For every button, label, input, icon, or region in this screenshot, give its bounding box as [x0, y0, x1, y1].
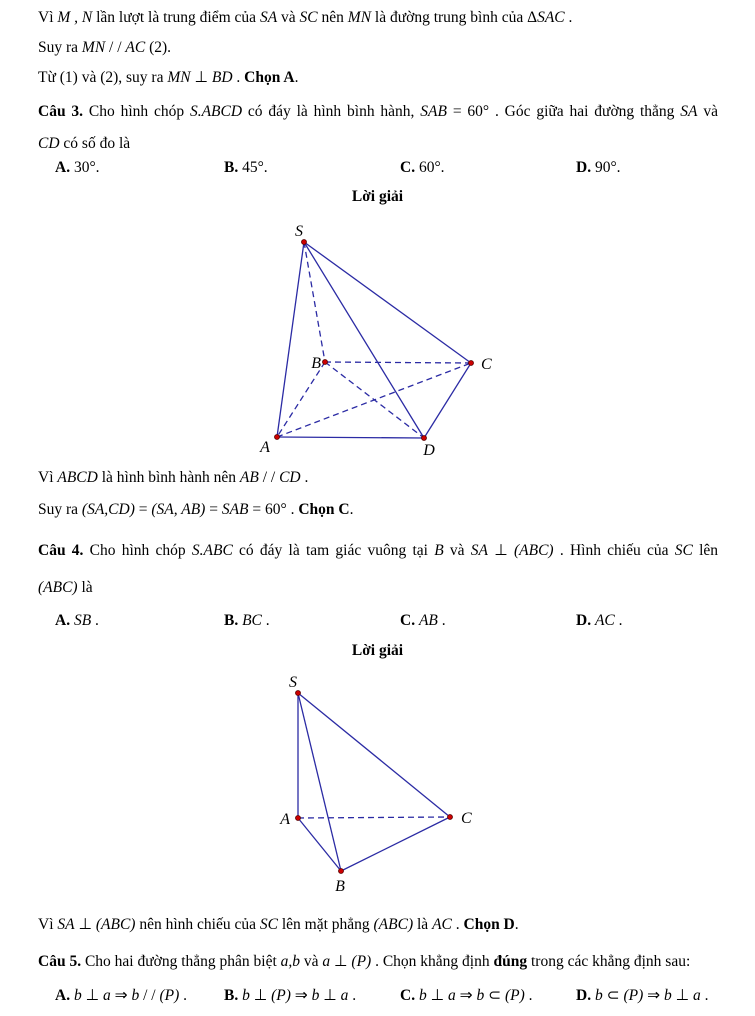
text-run: D. — [576, 987, 595, 1004]
text-run: ⊂ — [484, 987, 505, 1004]
text-run: và — [300, 953, 323, 970]
text-run: ⊥ — [81, 987, 103, 1004]
text-run: a — [447, 987, 456, 1004]
figure-pyramid-sabcd — [235, 220, 505, 470]
text-run: a — [322, 953, 331, 970]
question-3-option-c — [400, 157, 445, 179]
text-run: Câu 5. — [38, 953, 82, 970]
text-run: SA — [680, 103, 698, 120]
vertex-label-D: D — [423, 442, 435, 459]
text-run: là — [413, 916, 433, 933]
text-run: Cho hình chóp — [83, 542, 192, 559]
text-run: = — [205, 501, 222, 518]
question-3-options — [55, 157, 750, 179]
text-run: CD — [279, 469, 301, 486]
text-run: đúng — [493, 953, 528, 970]
text-run: M , N — [57, 9, 93, 26]
text-run: Chọn C — [298, 501, 350, 518]
solution-q2-line-2 — [38, 37, 718, 59]
text-run: có số đo là — [59, 135, 131, 152]
question-5-option-c — [400, 985, 533, 1007]
text-run: (P) — [623, 987, 644, 1004]
text-run: (P) — [351, 953, 372, 970]
text-run: D. — [576, 159, 592, 176]
text-run: (P) — [504, 987, 525, 1004]
text-run: là hình bình hành nên — [97, 469, 240, 486]
text-run: SC — [259, 916, 278, 933]
text-run: và — [697, 103, 718, 120]
text-run: Vì — [38, 916, 58, 933]
pyramid-S.ABCD-svg — [235, 220, 505, 465]
text-run: SA — [259, 9, 278, 26]
text-run: SAB — [221, 501, 249, 518]
solution-q4-line-1 — [38, 914, 718, 936]
edge-AD-solid — [277, 437, 424, 438]
text-run: Chọn D — [463, 916, 515, 933]
text-run: BD — [211, 69, 233, 86]
text-run: = — [134, 501, 152, 518]
question-4-option-b — [224, 610, 270, 632]
text-run: . — [451, 916, 464, 933]
solution-q2-line-1 — [38, 7, 718, 29]
text-run: ⊥ — [249, 987, 272, 1004]
text-run: lên mặt phẳng — [277, 916, 374, 933]
text-run: D. — [576, 612, 595, 629]
text-run: C. — [400, 159, 416, 176]
text-run: (ABC) — [95, 916, 136, 933]
vertex-dot-B — [323, 360, 328, 365]
vertex-dot-S — [302, 240, 307, 245]
text-run: B — [434, 542, 444, 559]
text-run: AC — [594, 612, 615, 629]
text-run: C. — [400, 987, 419, 1004]
edge-BC-dashed — [325, 362, 471, 363]
text-run: 45°. — [238, 159, 268, 176]
text-run: . — [437, 612, 446, 629]
text-run: Câu 4. — [38, 542, 84, 559]
text-run: ⊥ — [671, 987, 694, 1004]
text-run: . Hình chiếu của — [553, 542, 675, 559]
text-run: (2). — [145, 39, 172, 56]
text-run: (ABC) — [513, 542, 554, 559]
text-run: ⊥ — [330, 953, 352, 970]
text-run: lên — [692, 542, 718, 559]
text-run: B. — [224, 159, 239, 176]
text-run: 30°. — [70, 159, 100, 176]
text-run: Vì — [38, 9, 58, 26]
text-run: AB — [418, 612, 438, 629]
edge-SC-solid — [298, 693, 450, 817]
text-run: AB — [239, 469, 259, 486]
question-3-option-a — [55, 157, 100, 179]
text-run: Suy ra — [38, 501, 82, 518]
text-run: ⇒ — [455, 987, 477, 1004]
text-run: SA — [57, 916, 75, 933]
text-run: A. — [55, 612, 74, 629]
question-4-option-d — [576, 610, 623, 632]
text-run: C. — [400, 612, 419, 629]
vertex-label-A: A — [280, 811, 290, 828]
text-run: S.ABCD — [189, 103, 243, 120]
text-run: và — [277, 9, 300, 26]
question-4-option-a — [55, 610, 99, 632]
question-5-option-b — [224, 985, 356, 1007]
text-run: b — [664, 987, 672, 1004]
edge-AC-dashed — [277, 363, 471, 437]
text-run: b — [594, 987, 603, 1004]
text-run: . — [524, 987, 533, 1004]
text-run: Chọn A — [244, 69, 295, 86]
text-run: . — [700, 987, 709, 1004]
edge-DC-solid — [424, 363, 471, 438]
text-run: (P) — [271, 987, 291, 1004]
text-run: b — [476, 987, 485, 1004]
text-run: . — [564, 9, 573, 26]
text-run: Từ (1) và (2), suy ra — [38, 69, 168, 86]
text-run: Cho hai đường thẳng phân biệt — [81, 953, 281, 970]
text-run: B. — [224, 987, 243, 1004]
vertex-label-S: S — [289, 674, 297, 691]
vertex-label-C: C — [461, 810, 472, 827]
vertex-dot-A — [296, 816, 301, 821]
question-3-stem-line-2 — [38, 133, 718, 155]
text-run: là đường trung bình của Δ — [371, 9, 538, 26]
question-5-options — [55, 985, 750, 1007]
text-run: b — [418, 987, 427, 1004]
text-run: ⊥ — [190, 69, 212, 86]
question-4-option-c — [400, 610, 446, 632]
question-5-option-d — [576, 985, 709, 1007]
question-4-options — [55, 610, 750, 632]
question-5-stem — [38, 951, 718, 973]
text-run: là — [77, 579, 93, 596]
text-run: . — [300, 469, 309, 486]
text-run: b — [311, 987, 320, 1004]
text-run: ⊥ — [319, 987, 341, 1004]
vertex-dot-B — [339, 869, 344, 874]
text-run: ⊥ — [426, 987, 448, 1004]
text-run: AC — [432, 916, 452, 933]
text-run: . — [232, 69, 245, 86]
text-run: b — [73, 987, 82, 1004]
solution-heading-q4: Lời giải — [351, 642, 404, 659]
edge-BA-dashed — [277, 362, 325, 437]
question-4-stem-line-2 — [38, 577, 718, 599]
text-run: / / — [258, 469, 280, 486]
text-run: MN — [347, 9, 372, 26]
text-run: b — [131, 987, 140, 1004]
solution-heading-q3: Lời giải — [351, 188, 404, 205]
text-run: SAC — [537, 9, 565, 26]
text-run: . — [349, 501, 354, 518]
text-run: a — [102, 987, 111, 1004]
text-run: SA — [470, 542, 488, 559]
text-run: A. — [55, 987, 74, 1004]
text-run: Câu 3. — [38, 103, 84, 120]
text-run: ⇒ — [290, 987, 312, 1004]
text-run: Cho hình chóp — [83, 103, 190, 120]
edge-AC-dashed — [298, 817, 450, 818]
vertex-dot-C — [448, 815, 453, 820]
text-run: ⊂ — [602, 987, 624, 1004]
text-run: ⊥ — [488, 542, 514, 559]
text-run: và — [443, 542, 471, 559]
edge-SC-solid — [304, 242, 471, 363]
text-run: AC — [125, 39, 146, 56]
text-run: SAB — [420, 103, 447, 120]
text-run: SC — [299, 9, 318, 26]
text-run: SB — [73, 612, 92, 629]
text-run: / / — [139, 987, 160, 1004]
text-run: SC — [674, 542, 693, 559]
solution-q2-line-3 — [38, 67, 718, 89]
question-3-option-d — [576, 157, 621, 179]
vertex-label-B: B — [311, 355, 321, 372]
vertex-dot-D — [422, 436, 427, 441]
text-run: . — [179, 987, 188, 1004]
text-run: MN — [81, 39, 106, 56]
text-run: nên — [317, 9, 348, 26]
text-run: (SA, AB) — [151, 501, 206, 518]
vertex-label-B: B — [335, 878, 345, 895]
text-run: . — [348, 987, 357, 1004]
text-run: b — [242, 987, 250, 1004]
text-run: a,b — [280, 953, 301, 970]
text-run: nên hình chiếu của — [135, 916, 260, 933]
text-run: B. — [224, 612, 243, 629]
text-run: trong các khẳng định sau: — [527, 953, 691, 970]
text-run: S.ABC — [191, 542, 233, 559]
text-run: 90°. — [591, 159, 621, 176]
vertex-dot-A — [275, 435, 280, 440]
question-5-option-a — [55, 985, 187, 1007]
vertex-dot-C — [469, 361, 474, 366]
text-run: có đáy là hình bình hành, — [242, 103, 421, 120]
text-run: lần lượt là trung điểm của — [92, 9, 260, 26]
text-run: ⇒ — [110, 987, 132, 1004]
text-run: ⇒ — [643, 987, 664, 1004]
edge-SD-solid — [304, 242, 424, 438]
text-run: . — [614, 612, 623, 629]
text-run: có đáy là tam giác vuông tại — [232, 542, 435, 559]
vertex-label-S: S — [295, 223, 303, 240]
vertex-label-C: C — [481, 356, 492, 373]
text-run: ABCD — [57, 469, 98, 486]
text-run: = 60° . Góc giữa hai đường thẳng — [446, 103, 681, 120]
text-run: ⊥ — [74, 916, 96, 933]
text-run: Suy ra — [38, 39, 82, 56]
solution-q3-line-2 — [38, 499, 718, 521]
text-run: (ABC) — [373, 916, 414, 933]
figure-tetrahedron-sabc — [268, 672, 480, 905]
edge-BC-solid — [341, 817, 450, 871]
text-run: (ABC) — [38, 579, 78, 596]
text-run: / / — [105, 39, 126, 56]
text-run: . Chọn khẳng định — [371, 953, 494, 970]
text-run: a — [693, 987, 701, 1004]
vertex-dot-S — [296, 691, 301, 696]
question-4-stem-line-1 — [38, 540, 718, 562]
text-run: CD — [38, 135, 60, 152]
text-run: Vì — [38, 469, 58, 486]
text-run: BC — [242, 612, 262, 629]
text-run: = 60° . — [248, 501, 299, 518]
text-run: . — [261, 612, 270, 629]
text-run: 60°. — [415, 159, 445, 176]
vertex-label-A: A — [260, 439, 270, 456]
text-run: (P) — [159, 987, 180, 1004]
text-run: . — [294, 69, 299, 86]
text-run: . — [91, 612, 99, 629]
solution-q3-line-1 — [38, 467, 718, 489]
question-3-option-b — [224, 157, 268, 179]
tetrahedron-S.ABC-svg — [268, 672, 480, 900]
text-run: A. — [55, 159, 71, 176]
text-run: MN — [167, 69, 191, 86]
text-run: a — [340, 987, 349, 1004]
text-run: (SA,CD) — [81, 501, 135, 518]
question-3-stem-line-1 — [38, 101, 718, 123]
edge-SA-solid — [277, 242, 304, 437]
text-run: . — [514, 916, 519, 933]
